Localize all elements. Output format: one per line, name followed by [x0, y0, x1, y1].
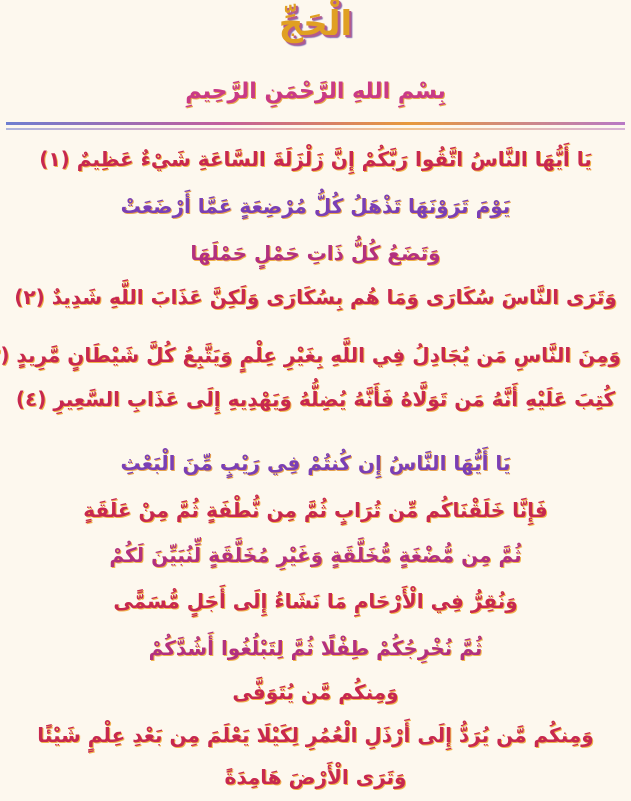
verse-line-1: يَا أَيُّهَا النَّاسُ اتَّقُوا رَبَّكُمْ إِنَّ زَلْزَلَةَ السَّاعَةِ شَيْءٌ عَظِيمٌ (١)	[39, 147, 592, 171]
verse-line-9: ثُمَّ مِن مُّضْغَةٍ مُّخَلَّقَةٍ وَغَيْرِ مُخَلَّقَةٍ لِّنُبَيِّنَ لَكُمْ	[109, 543, 522, 567]
verse-line-13: وَمِنكُم مَّن يُرَدُّ إِلَى أَرْذَلِ الْعُمُرِ لِكَيْلَا يَعْلَمَ مِن بَعْدِ عِلْمٍ شَيْئًا	[37, 723, 594, 747]
verse-line-12: وَمِنكُم مَّن يُتَوَفَّى	[232, 680, 399, 704]
verse-line-6: كُتِبَ عَلَيْهِ أَنَّهُ مَن تَوَلَّاهُ فَأَنَّهُ يُضِلُّهُ وَيَهْدِيهِ إِلَى عَذَابِ السَّعِيرِ (٤)	[15, 387, 616, 411]
surah-title: الْحَجِّ	[278, 4, 353, 44]
verse-line-14: وَتَرَى الْأَرْضَ هَامِدَةً	[224, 765, 407, 789]
verse-line-2: يَوْمَ تَرَوْنَهَا تَذْهَلُ كُلُّ مُرْضِعَةٍ عَمَّا أَرْضَعَتْ	[120, 194, 511, 218]
verse-line-8: فَإِنَّا خَلَقْنَاكُم مِّن تُرَابٍ ثُمَّ مِن نُّطْفَةٍ ثُمَّ مِنْ عَلَقَةٍ	[83, 498, 548, 522]
verse-line-7: يَا أَيُّهَا النَّاسُ إِن كُنتُمْ فِي رَيْبٍ مِّنَ الْبَعْثِ	[120, 451, 511, 475]
verse-line-11: ثُمَّ نُخْرِجُكُمْ طِفْلًا ثُمَّ لِتَبْلُغُوا أَشُدَّكُمْ	[148, 636, 483, 660]
verse-line-4: وَتَرَى النَّاسَ سُكَارَى وَمَا هُم بِسُكَارَى وَلَكِنَّ عَذَابَ اللَّهِ شَدِيدٌ (٢)	[14, 285, 617, 309]
ornamental-divider-secondary	[6, 128, 625, 130]
verse-line-5: وَمِنَ النَّاسِ مَن يُجَادِلُ فِي اللَّهِ بِغَيْرِ عِلْمٍ وَيَتَّبِعُ كُلَّ شَيْطَانٍ مَّرِيدٍ (	[0, 343, 621, 367]
verse-line-10: وَنُقِرُّ فِي الْأَرْحَامِ مَا نَشَاءُ إِلَى أَجَلٍ مُّسَمًّى	[113, 589, 518, 613]
ornamental-divider	[6, 122, 625, 125]
verse-line-3: وَتَضَعُ كُلُّ ذَاتِ حَمْلٍ حَمْلَهَا	[190, 241, 441, 265]
basmala: بِسْمِ اللهِ الرَّحْمَنِ الرَّحِيمِ	[185, 79, 446, 104]
